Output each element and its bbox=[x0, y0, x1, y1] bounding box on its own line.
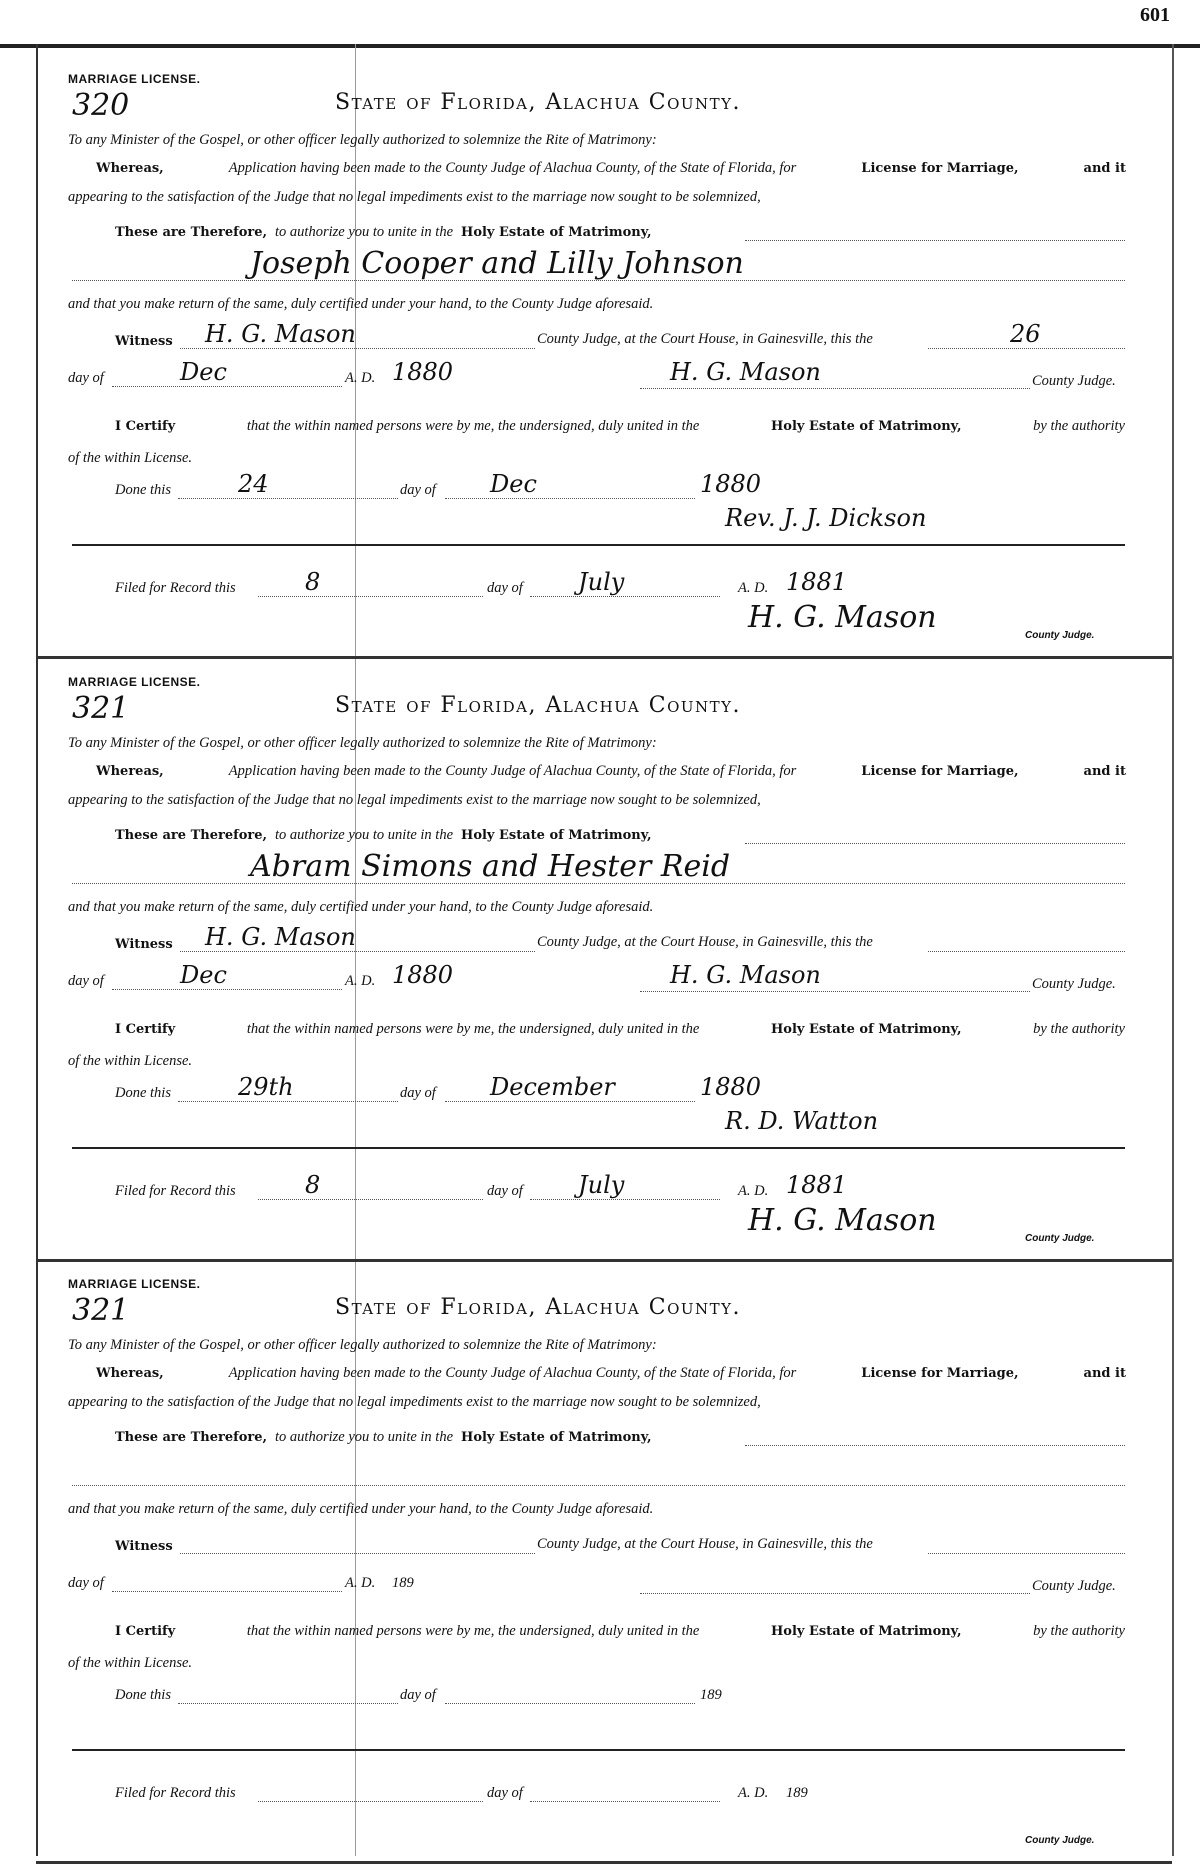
return-line: and that you make return of the same, duly certified under your hand, to the County Judge aforesaid. bbox=[68, 296, 654, 312]
done-year: 1880 bbox=[700, 470, 762, 498]
done-month: Dec bbox=[490, 470, 537, 498]
names-dotted-line bbox=[72, 280, 1125, 281]
license-title: State of Florida, Alachua County. bbox=[335, 90, 742, 115]
license-label: MARRIAGE LICENSE. bbox=[68, 1277, 201, 1291]
day-of-label: day of bbox=[68, 370, 104, 386]
whereas-line bbox=[96, 763, 1126, 780]
ad-label: A. D. bbox=[345, 973, 376, 989]
whereas-text: Application having been made to the County Judge of Alachua County, of the State of Florida, for bbox=[228, 160, 797, 176]
certify-text: that the within named persons were by me, the undersigned, duly united in the bbox=[246, 1623, 700, 1639]
license-for-marriage: License for Marriage, bbox=[861, 161, 1019, 176]
done-this-label: Done this bbox=[115, 482, 171, 498]
dotted-line bbox=[178, 498, 398, 499]
issue-year: 1880 bbox=[392, 961, 454, 989]
dotted-line bbox=[180, 951, 535, 952]
filed-label: Filed for Record this bbox=[115, 1785, 236, 1801]
therefore-line bbox=[115, 827, 652, 844]
ad-label: A. D. bbox=[345, 370, 376, 386]
certify-text: that the within named persons were by me, the undersigned, duly united in the bbox=[246, 418, 700, 434]
holy-estate: Holy Estate of Matrimony, bbox=[461, 1430, 652, 1445]
dotted-line bbox=[180, 1553, 535, 1554]
authorize-text: to authorize you to unite in the bbox=[275, 827, 454, 843]
county-judge-small-label: County Judge. bbox=[1025, 1835, 1095, 1846]
issue-year: 1880 bbox=[392, 358, 454, 386]
addressee-line: To any Minister of the Gospel, or other officer legally authorized to solemnize the Rite of Matrimony: bbox=[68, 1337, 657, 1353]
whereas-word: Whereas, bbox=[96, 161, 164, 176]
marriage-license-record bbox=[0, 60, 1200, 660]
witness-day: 26 bbox=[1010, 320, 1041, 348]
record-separator bbox=[36, 1861, 1172, 1864]
dotted-line bbox=[445, 1101, 695, 1102]
dotted-line bbox=[745, 1445, 1125, 1446]
certify-line bbox=[115, 1623, 1125, 1640]
filed-label: Filed for Record this bbox=[115, 1183, 236, 1199]
these-are-therefore: These are Therefore, bbox=[115, 828, 268, 843]
done-year: 1880 bbox=[700, 1073, 762, 1101]
dotted-line bbox=[928, 348, 1125, 349]
done-year: 189 bbox=[700, 1687, 722, 1703]
return-line: and that you make return of the same, duly certified under your hand, to the County Judge aforesaid. bbox=[68, 1501, 654, 1517]
filed-ad-label: A. D. bbox=[738, 580, 769, 596]
whereas-word: Whereas, bbox=[96, 1366, 164, 1381]
license-label: MARRIAGE LICENSE. bbox=[68, 72, 201, 86]
certify-line bbox=[115, 418, 1125, 435]
license-number: 321 bbox=[72, 1293, 130, 1328]
officiant-signature: R. D. Watton bbox=[725, 1107, 879, 1135]
whereas-word: Whereas, bbox=[96, 764, 164, 779]
dotted-line bbox=[640, 388, 1030, 389]
witness-label: Witness bbox=[115, 937, 173, 952]
filed-label: Filed for Record this bbox=[115, 580, 236, 596]
witness-label: Witness bbox=[115, 1539, 173, 1554]
couple-names: Abram Simons and Hester Reid bbox=[250, 849, 731, 884]
dotted-line bbox=[178, 1101, 398, 1102]
judge-signature: H. G. Mason bbox=[670, 961, 821, 989]
dotted-line bbox=[640, 991, 1030, 992]
filed-year: 1881 bbox=[786, 1171, 848, 1199]
return-line: and that you make return of the same, duly certified under your hand, to the County Judge aforesaid. bbox=[68, 899, 654, 915]
dotted-line bbox=[178, 1703, 398, 1704]
within-license-line: of the within License. bbox=[68, 450, 193, 466]
holy-estate: Holy Estate of Matrimony, bbox=[770, 419, 962, 434]
county-judge-small-label: County Judge. bbox=[1025, 630, 1095, 641]
holy-estate: Holy Estate of Matrimony, bbox=[461, 225, 652, 240]
officiant-signature: Rev. J. J. Dickson bbox=[725, 504, 927, 532]
witness-signature: H. G. Mason bbox=[205, 923, 356, 951]
i-certify: I Certify bbox=[115, 1624, 176, 1639]
dotted-line bbox=[180, 348, 535, 349]
dotted-line bbox=[258, 596, 483, 597]
filed-month: July bbox=[578, 1171, 625, 1199]
done-this-label: Done this bbox=[115, 1085, 171, 1101]
marriage-license-record bbox=[0, 1265, 1200, 1865]
whereas-text: Application having been made to the County Judge of Alachua County, of the State of Florida, for bbox=[228, 763, 797, 779]
judge-signature: H. G. Mason bbox=[670, 358, 821, 386]
dotted-line bbox=[928, 951, 1125, 952]
done-month: December bbox=[490, 1073, 615, 1101]
dotted-line bbox=[530, 1199, 720, 1200]
license-title: State of Florida, Alachua County. bbox=[335, 693, 742, 718]
and-it: and it bbox=[1083, 764, 1126, 779]
and-it: and it bbox=[1083, 1366, 1126, 1381]
therefore-line bbox=[115, 224, 652, 241]
page-number: 601 bbox=[1140, 4, 1170, 26]
dotted-line bbox=[112, 386, 342, 387]
filed-year: 189 bbox=[786, 1785, 808, 1801]
court-house-text: County Judge, at the Court House, in Gainesville, this the bbox=[537, 331, 873, 347]
license-for-marriage: License for Marriage, bbox=[861, 764, 1019, 779]
these-are-therefore: These are Therefore, bbox=[115, 225, 268, 240]
dotted-line bbox=[640, 1593, 1030, 1594]
county-judge-label: County Judge. bbox=[1032, 976, 1116, 992]
within-license-line: of the within License. bbox=[68, 1053, 193, 1069]
dotted-line bbox=[530, 596, 720, 597]
filed-year: 1881 bbox=[786, 568, 848, 596]
within-license-line: of the within License. bbox=[68, 1655, 193, 1671]
section-divider bbox=[72, 544, 1125, 546]
dotted-line bbox=[745, 843, 1125, 844]
license-number: 321 bbox=[72, 691, 130, 726]
whereas-line bbox=[96, 160, 1126, 177]
filed-day-of-label: day of bbox=[487, 1785, 523, 1801]
section-divider bbox=[72, 1749, 1125, 1751]
dotted-line bbox=[445, 1703, 695, 1704]
dotted-line bbox=[928, 1553, 1125, 1554]
certify-text: that the within named persons were by me, the undersigned, duly united in the bbox=[246, 1021, 700, 1037]
filed-day: 8 bbox=[305, 1171, 321, 1199]
whereas-text: Application having been made to the County Judge of Alachua County, of the State of Florida, for bbox=[228, 1365, 797, 1381]
done-day: 24 bbox=[238, 470, 269, 498]
these-are-therefore: These are Therefore, bbox=[115, 1430, 268, 1445]
license-title: State of Florida, Alachua County. bbox=[335, 1295, 742, 1320]
dotted-line bbox=[745, 240, 1125, 241]
marriage-license-record bbox=[0, 663, 1200, 1263]
license-for-marriage: License for Marriage, bbox=[861, 1366, 1019, 1381]
i-certify: I Certify bbox=[115, 1022, 176, 1037]
dotted-line bbox=[445, 498, 695, 499]
issue-year: 189 bbox=[392, 1575, 414, 1591]
dotted-line bbox=[258, 1801, 483, 1802]
county-judge-small-label: County Judge. bbox=[1025, 1233, 1095, 1244]
certify-line bbox=[115, 1021, 1125, 1038]
i-certify: I Certify bbox=[115, 419, 176, 434]
top-border bbox=[0, 44, 1200, 48]
witness-signature: H. G. Mason bbox=[205, 320, 356, 348]
court-house-text: County Judge, at the Court House, in Gainesville, this the bbox=[537, 1536, 873, 1552]
done-day: 29th bbox=[238, 1073, 294, 1101]
by-authority: by the authority bbox=[1033, 418, 1125, 434]
appearing-line: appearing to the satisfaction of the Judge that no legal impediments exist to the marriage now sought to be solemnized, bbox=[68, 189, 761, 205]
witness-label: Witness bbox=[115, 334, 173, 349]
license-label: MARRIAGE LICENSE. bbox=[68, 675, 201, 689]
county-judge-label: County Judge. bbox=[1032, 373, 1116, 389]
filed-ad-label: A. D. bbox=[738, 1183, 769, 1199]
authorize-text: to authorize you to unite in the bbox=[275, 224, 454, 240]
day-of-label: day of bbox=[68, 973, 104, 989]
appearing-line: appearing to the satisfaction of the Judge that no legal impediments exist to the marriage now sought to be solemnized, bbox=[68, 1394, 761, 1410]
done-day-of-label: day of bbox=[400, 1687, 436, 1703]
authorize-text: to authorize you to unite in the bbox=[275, 1429, 454, 1445]
done-this-label: Done this bbox=[115, 1687, 171, 1703]
addressee-line: To any Minister of the Gospel, or other officer legally authorized to solemnize the Rite of Matrimony: bbox=[68, 735, 657, 751]
whereas-line bbox=[96, 1365, 1126, 1382]
section-divider bbox=[72, 1147, 1125, 1149]
holy-estate: Holy Estate of Matrimony, bbox=[770, 1022, 962, 1037]
dotted-line bbox=[112, 989, 342, 990]
names-dotted-line bbox=[72, 1485, 1125, 1486]
dotted-line bbox=[112, 1591, 342, 1592]
names-dotted-line bbox=[72, 883, 1125, 884]
filed-judge-signature: H. G. Mason bbox=[748, 1203, 937, 1238]
couple-names: Joseph Cooper and Lilly Johnson bbox=[250, 246, 744, 281]
day-of-label: day of bbox=[68, 1575, 104, 1591]
holy-estate: Holy Estate of Matrimony, bbox=[770, 1624, 962, 1639]
filed-ad-label: A. D. bbox=[738, 1785, 769, 1801]
filed-day: 8 bbox=[305, 568, 321, 596]
and-it: and it bbox=[1083, 161, 1126, 176]
filed-month: July bbox=[578, 568, 625, 596]
by-authority: by the authority bbox=[1033, 1623, 1125, 1639]
county-judge-label: County Judge. bbox=[1032, 1578, 1116, 1594]
ad-label: A. D. bbox=[345, 1575, 376, 1591]
filed-day-of-label: day of bbox=[487, 1183, 523, 1199]
done-day-of-label: day of bbox=[400, 482, 436, 498]
record-separator bbox=[36, 656, 1172, 659]
done-day-of-label: day of bbox=[400, 1085, 436, 1101]
filed-day-of-label: day of bbox=[487, 580, 523, 596]
holy-estate: Holy Estate of Matrimony, bbox=[461, 828, 652, 843]
by-authority: by the authority bbox=[1033, 1021, 1125, 1037]
issue-month: Dec bbox=[180, 961, 227, 989]
record-separator bbox=[36, 1259, 1172, 1262]
dotted-line bbox=[258, 1199, 483, 1200]
appearing-line: appearing to the satisfaction of the Judge that no legal impediments exist to the marriage now sought to be solemnized, bbox=[68, 792, 761, 808]
therefore-line bbox=[115, 1429, 652, 1446]
issue-month: Dec bbox=[180, 358, 227, 386]
filed-judge-signature: H. G. Mason bbox=[748, 600, 937, 635]
license-number: 320 bbox=[72, 88, 130, 123]
dotted-line bbox=[530, 1801, 720, 1802]
addressee-line: To any Minister of the Gospel, or other officer legally authorized to solemnize the Rite of Matrimony: bbox=[68, 132, 657, 148]
court-house-text: County Judge, at the Court House, in Gainesville, this the bbox=[537, 934, 873, 950]
